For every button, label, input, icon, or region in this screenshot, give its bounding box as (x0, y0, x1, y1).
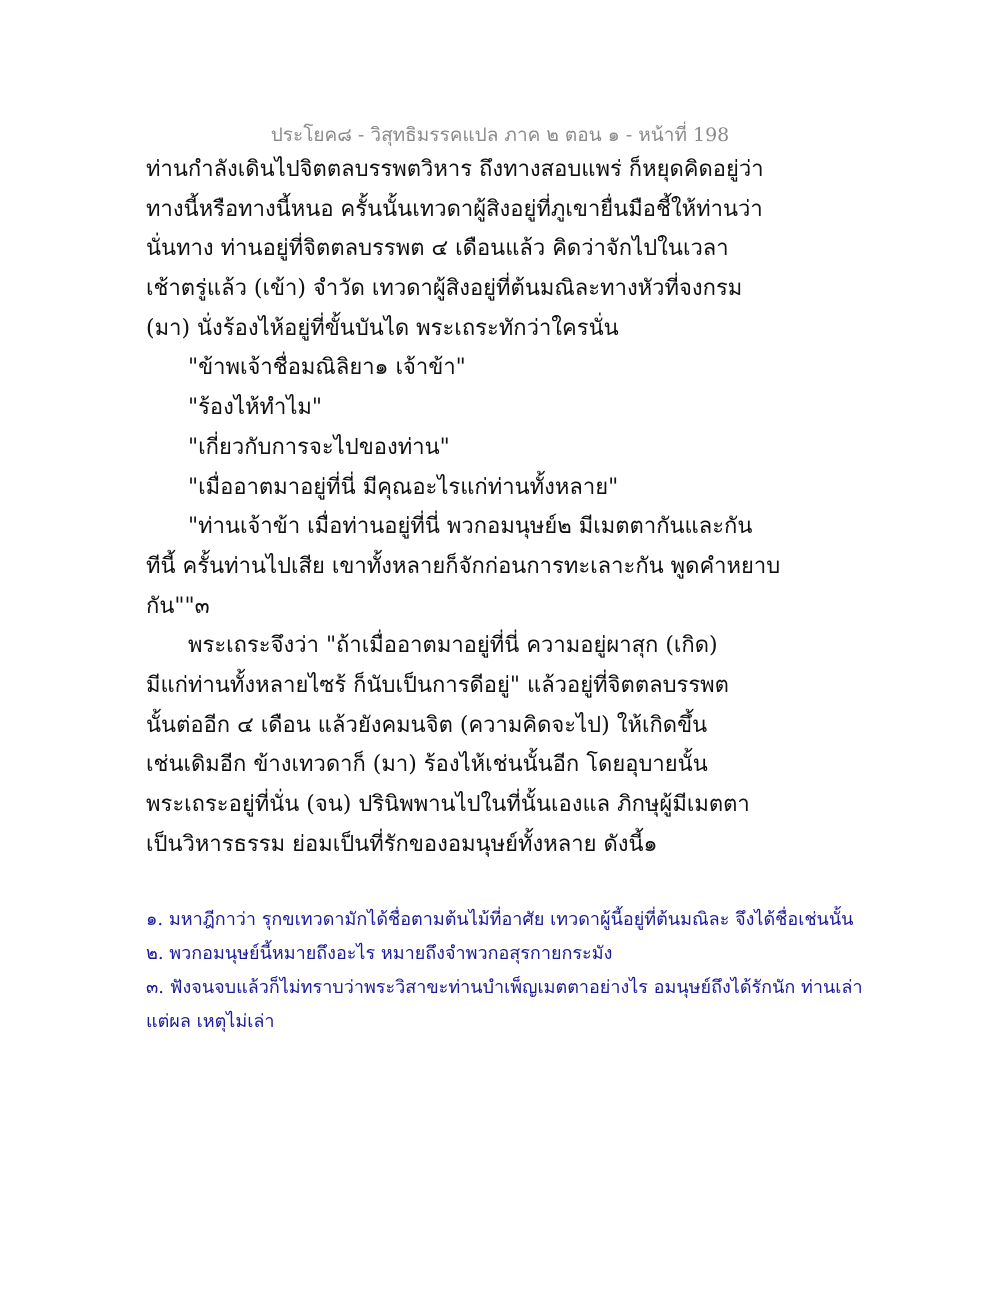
footnote-3: ๓. ฟังจนจบแล้วก็ไม่ทราบว่าพระวิสาขะท่านบำเพ็ญเมตตาอย่างไร อมนุษย์ถึงได้รักนัก ท่านเล่า (146, 977, 863, 998)
body-line: ท่านกำลังเดินไปจิตตลบรรพตวิหาร ถึงทางสอบแพร่ ก็หยุดคิดอยู่ว่า (146, 157, 764, 182)
footnote-3-continued: แต่ผล เหตุไม่เล่า (146, 1011, 275, 1032)
body-line: เป็นวิหารธรรม ย่อมเป็นที่รักของอมนุษย์ทั้งหลาย ดังนี้๑ (146, 831, 658, 857)
body-line: (มา) นั่งร้องไห้อยู่ที่ขั้นบันได พระเถระทักว่าใครนั่น (146, 315, 619, 341)
paragraph-start-line: พระเถระจึงว่า "ถ้าเมื่ออาตมาอยู่ที่นี่ ความอยู่ผาสุก (เกิด) (188, 633, 718, 659)
dialogue-line: "ข้าพเจ้าชื่อมณิลิยา๑ เจ้าข้า" (188, 355, 466, 381)
body-line: เช้าตรู่แล้ว (เข้า) จำวัด เทวดาผู้สิงอยู่ที่ต้นมณิละทางหัวที่จงกรม (146, 276, 743, 302)
dialogue-line: "เกี่ยวกับการจะไปของท่าน" (188, 434, 450, 460)
body-text (146, 150, 866, 864)
dialogue-line: "เมื่ออาตมาอยู่ที่นี่ มีคุณอะไรแก่ท่านทั้งหลาย" (188, 474, 619, 500)
dialogue-line: "ร้องไห้ทำไม" (188, 395, 322, 421)
body-line: กัน""๓ (146, 593, 210, 619)
footnotes (146, 903, 866, 1039)
footnote-2: ๒. พวกอมนุษย์นี้หมายถึงอะไร หมายถึงจำพวกอสุรกายกระมัง (146, 943, 613, 964)
footnote-1: ๑. มหาฎีกาว่า รุกขเทวดามักได้ชื่อตามต้นไม้ที่อาศัย เทวดาผู้นี้อยู่ที่ต้นมณิละ จึงได้ชื่อเช่นนั้น (146, 909, 854, 930)
body-line: พระเถระอยู่ที่นั่น (จน) ปรินิพพานไปในที่นั้นเองแล ภิกษุผู้มีเมตตา (146, 792, 750, 817)
body-line: นั่นทาง ท่านอยู่ที่จิตตลบรรพต ๔ เดือนแล้ว คิดว่าจักไปในเวลา (146, 236, 729, 262)
body-line: นั้นต่ออีก ๔ เดือน แล้วยังคมนจิต (ความคิดจะไป) ให้เกิดขึ้น (146, 712, 708, 738)
dialogue-line: "ท่านเจ้าข้า เมื่อท่านอยู่ที่นี่ พวกอมนุษย์๒ มีเมตตากันและกัน (188, 514, 753, 540)
body-line: เช่นเดิมอีก ข้างเทวดาก็ (มา) ร้องไห้เช่นนั้นอีก โดยอุบายนั้น (146, 752, 708, 778)
body-line: ทางนี้หรือทางนี้หนอ ครั้นนั้นเทวดาผู้สิงอยู่ที่ภูเขายื่นมือชี้ให้ท่านว่า (146, 196, 763, 222)
body-line: มีแก่ท่านทั้งหลายไซร้ ก็นับเป็นการดีอยู่" แล้วอยู่ที่จิตตลบรรพต (146, 672, 729, 698)
page-header: ประโยค๘ - วิสุทธิมรรคแปล ภาค ๒ ตอน ๑ - หน้าที่ 198 (270, 124, 730, 146)
body-line: ทีนี้ ครั้นท่านไปเสีย เขาทั้งหลายก็จักก่อนการทะเลาะกัน พูดคำหยาบ (146, 553, 781, 579)
